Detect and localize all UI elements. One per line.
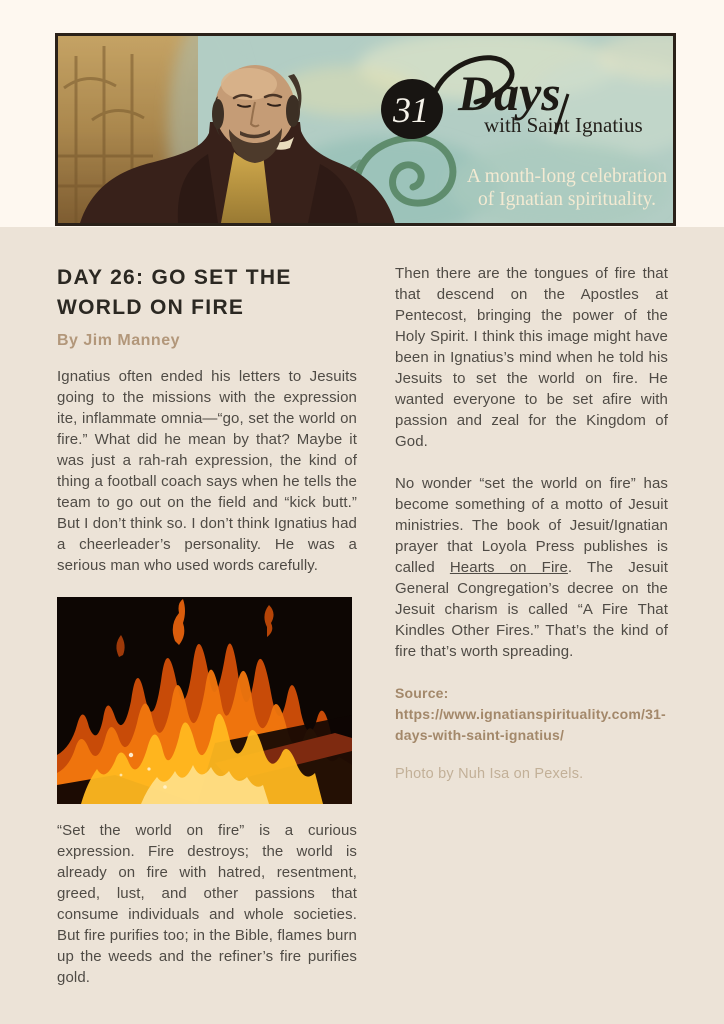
paragraph-motto-text-before: No wonder “set the world on fire” has become something of a motto of Jesuit ministries. The book of Jesuit/Ignatian prayer that Loyola Press publishes is called bbox=[395, 475, 668, 576]
logo-title: Days bbox=[458, 65, 561, 121]
fire-photo bbox=[57, 597, 352, 804]
paragraph-tongues-of-fire: Then there are the tongues of fire that that descend on the Apostles at Pentecost, bringing the power of the Holy Spirit. I think this image might have been in Ignatius’s mind when he told his Jesuits to set the world on fire. He wanted everyone to be set afire with passion and zeal for the Kingdom of God. bbox=[395, 265, 668, 450]
paragraph-curious-expression: “Set the world on fire” is a curious expression. Fire destroys; the world is already on fire with hatred, resentment, greed, lust, and other passions that consume individuals and whole societies. But fire purifies too; in the Bible, flames burn up the weeds and the refiner’s fire purifies gold. bbox=[57, 822, 357, 987]
byline: By Jim Manney bbox=[57, 332, 180, 350]
tagline-line-2: of Ignatian spirituality. bbox=[478, 189, 656, 210]
logo-number: 31 bbox=[393, 90, 429, 130]
page-top-area bbox=[0, 0, 724, 227]
source-url-link[interactable]: https://www.ignatianspirituality.com/31-days-with-saint-ignatius/ bbox=[395, 706, 666, 743]
banner bbox=[55, 33, 676, 226]
photo-credit: Photo by Nuh Isa on Pexels. bbox=[395, 766, 584, 782]
tagline-line-1: A month-long celebration bbox=[466, 166, 668, 187]
paragraph-motto-text-after: . The Jesuit General Congregation’s decree on the Jesuit charism is called “A Fire That Kindles Other Fires.” That’s the kind of fire that’s worth spreading. bbox=[395, 559, 668, 660]
article-body bbox=[0, 227, 724, 1024]
hearts-on-fire-link[interactable]: Hearts on Fire bbox=[449, 559, 568, 576]
fire-photo-graphic bbox=[57, 597, 352, 804]
banner-illustration bbox=[58, 36, 673, 223]
page-title: DAY 26: GO SET THE WORLD ON FIRE bbox=[57, 266, 292, 320]
left-column bbox=[57, 263, 357, 1024]
right-column bbox=[395, 263, 668, 1024]
source-block bbox=[395, 683, 668, 746]
paragraph-ignatius-letters: Ignatius often ended his letters to Jesuits going to the missions with the expression ite, inflammate omnia—“go, set the world on fire.” What did he mean by that? Maybe it was just a rah-rah expression, the kind of thing a football coach says when he tells the team to go out on the field and “kick butt.” But I don’t think so. I don’t think Ignatius had a cheerleader’s personality. He was a serious man who used words carefully. bbox=[57, 368, 357, 575]
source-label: Source: bbox=[395, 685, 449, 701]
paragraph-motto bbox=[395, 473, 668, 662]
logo-subtitle: with Saint Ignatius bbox=[484, 113, 643, 137]
